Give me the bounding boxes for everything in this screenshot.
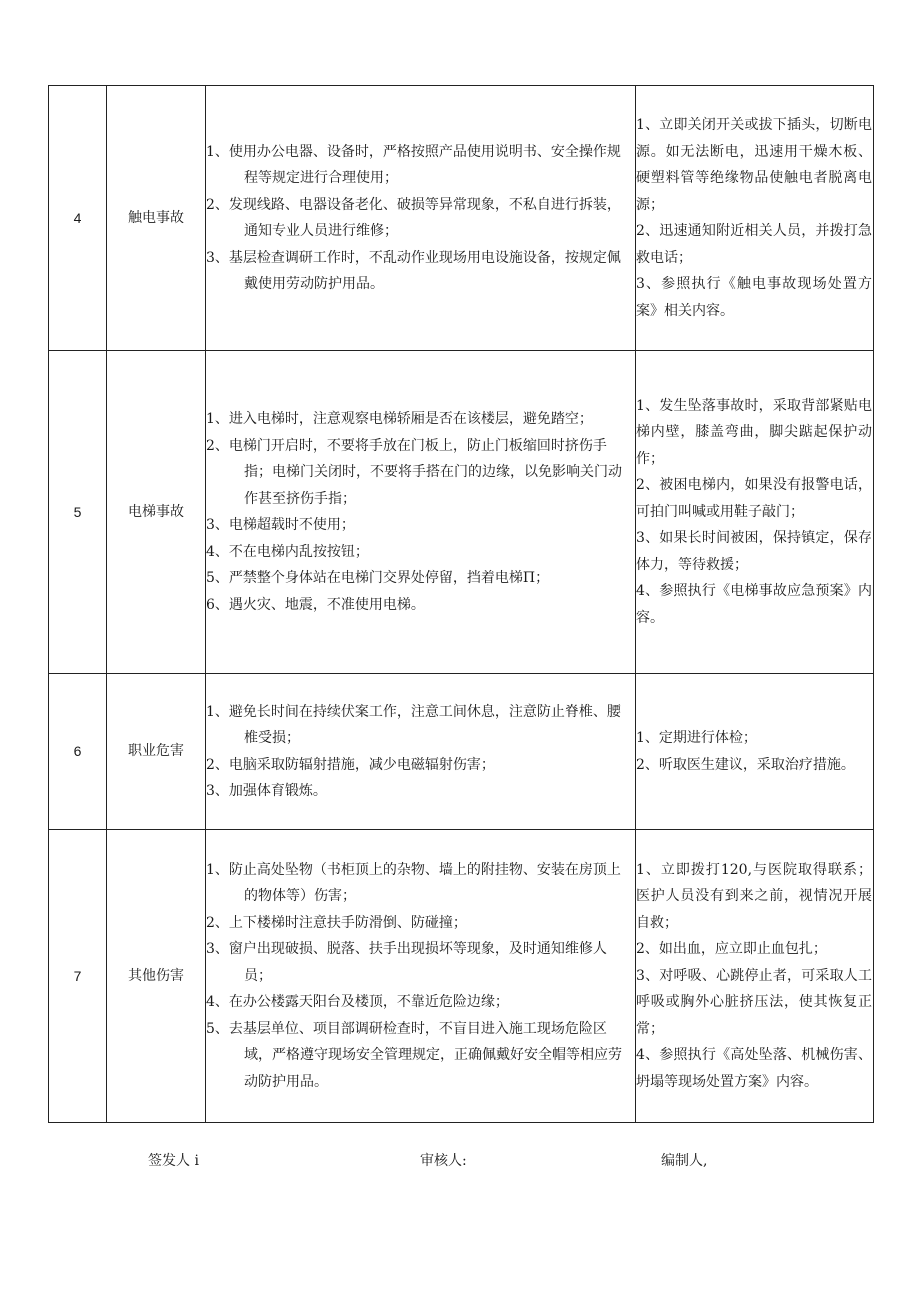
reviewer-label: 审核人: [420, 1153, 467, 1169]
response-item: 1、立即拨打120,与医院取得联系；医护人员没有到来之前，视情况开展自救； [636, 861, 872, 931]
prevention-item: 6、遇火灾、地震，不准使用电梯。 [206, 596, 425, 613]
emergency-response [636, 351, 874, 674]
prevention-measures [206, 674, 636, 830]
response-item: 1、发生坠落事故时，采取背部紧贴电梯内壁，膝盖弯曲，脚尖踮起保护动作； [636, 397, 872, 467]
response-item: 1、定期进行体检； [636, 730, 757, 746]
prevention-measures [206, 86, 636, 351]
signature-line [0, 1150, 920, 1170]
response-item: 4、参照执行《高处坠落、机械伤害、坍塌等现场处置方案》内容。 [636, 1047, 872, 1090]
prevention-item: 2、电脑采取防辐射措施，减少电磁辐射伤害； [206, 756, 495, 773]
response-item: 2、如出血，应立即止血包扎； [636, 941, 827, 958]
issuer-label: 签发人 i [148, 1153, 199, 1169]
emergency-response [636, 830, 874, 1123]
table-row [49, 830, 874, 1123]
prevention-item: 3、基层检查调研工作时，不乱动作业现场用电设施设备，按规定佩戴使用劳动防护用品。 [206, 249, 621, 292]
prevention-item: 4、不在电梯内乱按按钮； [206, 543, 369, 560]
hazard-category: 触电事故 [107, 86, 206, 351]
prevention-item: 2、发现线路、电器设备老化、破损等异常现象，不私自进行拆装，通知专业人员进行维修； [206, 196, 621, 239]
prevention-measures [206, 830, 636, 1123]
prevention-item: 4、在办公楼露天阳台及楼顶，不靠近危险边缘； [206, 994, 509, 1011]
row-number: 7 [49, 830, 107, 1123]
prevention-item: 5、严禁整个身体站在电梯门交界处停留，挡着电梯Π； [206, 570, 550, 586]
prevention-item: 3、窗户出现破损、脱落、扶手出现损坏等现象，及时通知维修人员； [206, 941, 607, 984]
prevention-item: 1、进入电梯时，注意观察电梯轿厢是否在该楼层，避免踏空； [206, 411, 593, 427]
response-item: 3、参照执行《触电事故现场处置方案》相关内容。 [636, 276, 872, 319]
response-item: 2、听取医生建议，采取治疗措施。 [636, 756, 855, 773]
prevention-item: 1、使用办公电器、设备时，严格按照产品使用说明书、安全操作规程等规定进行合理使用； [206, 143, 621, 186]
table-row [49, 351, 874, 674]
emergency-response [636, 86, 874, 351]
prevention-item: 2、上下楼梯时注意扶手防滑倒、防碰撞； [206, 914, 467, 931]
response-item: 3、对呼吸、心跳停止者，可采取人工呼吸或胸外心脏挤压法，使其恢复正常； [636, 967, 872, 1037]
prevention-item: 1、防止高处坠物（书柜顶上的杂物、墙上的附挂物、安装在房顶上的物体等）伤害； [206, 861, 621, 905]
response-item: 2、被困电梯内，如果没有报警电话，可拍门叫喊或用鞋子敲门； [636, 477, 872, 520]
table-row [49, 86, 874, 351]
row-number: 6 [49, 674, 107, 830]
emergency-response [636, 674, 874, 830]
table-row [49, 674, 874, 830]
row-number: 5 [49, 351, 107, 674]
hazard-category: 其他伤害 [107, 830, 206, 1123]
response-item: 3、如果长时间被困，保持镇定，保存体力，等待救援； [636, 530, 872, 573]
hazard-category: 职业危害 [107, 674, 206, 830]
prevention-item: 2、电梯门开启时，不要将手放在门板上，防止门板缩回时挤伤手指；电梯门关闭时，不要将手搭在门的边缘，以免影响关门动作甚至挤伤手指； [206, 437, 622, 507]
preparer-label: 编制人, [661, 1153, 708, 1169]
prevention-item: 3、加强体育锻炼。 [206, 783, 327, 799]
response-item: 4、参照执行《电梯事故应急预案》内容。 [636, 583, 872, 626]
prevention-item: 3、电梯超载时不使用； [206, 517, 355, 533]
prevention-measures [206, 351, 636, 674]
prevention-item: 1、避免长时间在持续伏案工作，注意工间休息，注意防止脊椎、腰椎受损； [206, 703, 621, 746]
response-item: 2、迅速通知附近相关人员，并拨打急救电话； [636, 223, 872, 266]
prevention-item: 5、去基层单位、项目部调研检查时，不盲目进入施工现场危险区域，严格遵守现场安全管理规定，正确佩戴好安全帽等相应劳动防护用品。 [206, 1020, 622, 1090]
response-item: 1、立即关闭开关或拔下插头，切断电源。如无法断电，迅速用干燥木板、硬塑料管等绝缘物品使触电者脱离电源； [636, 117, 872, 213]
row-number: 4 [49, 86, 107, 351]
risk-measures-table [48, 85, 874, 1123]
hazard-category: 电梯事故 [107, 351, 206, 674]
